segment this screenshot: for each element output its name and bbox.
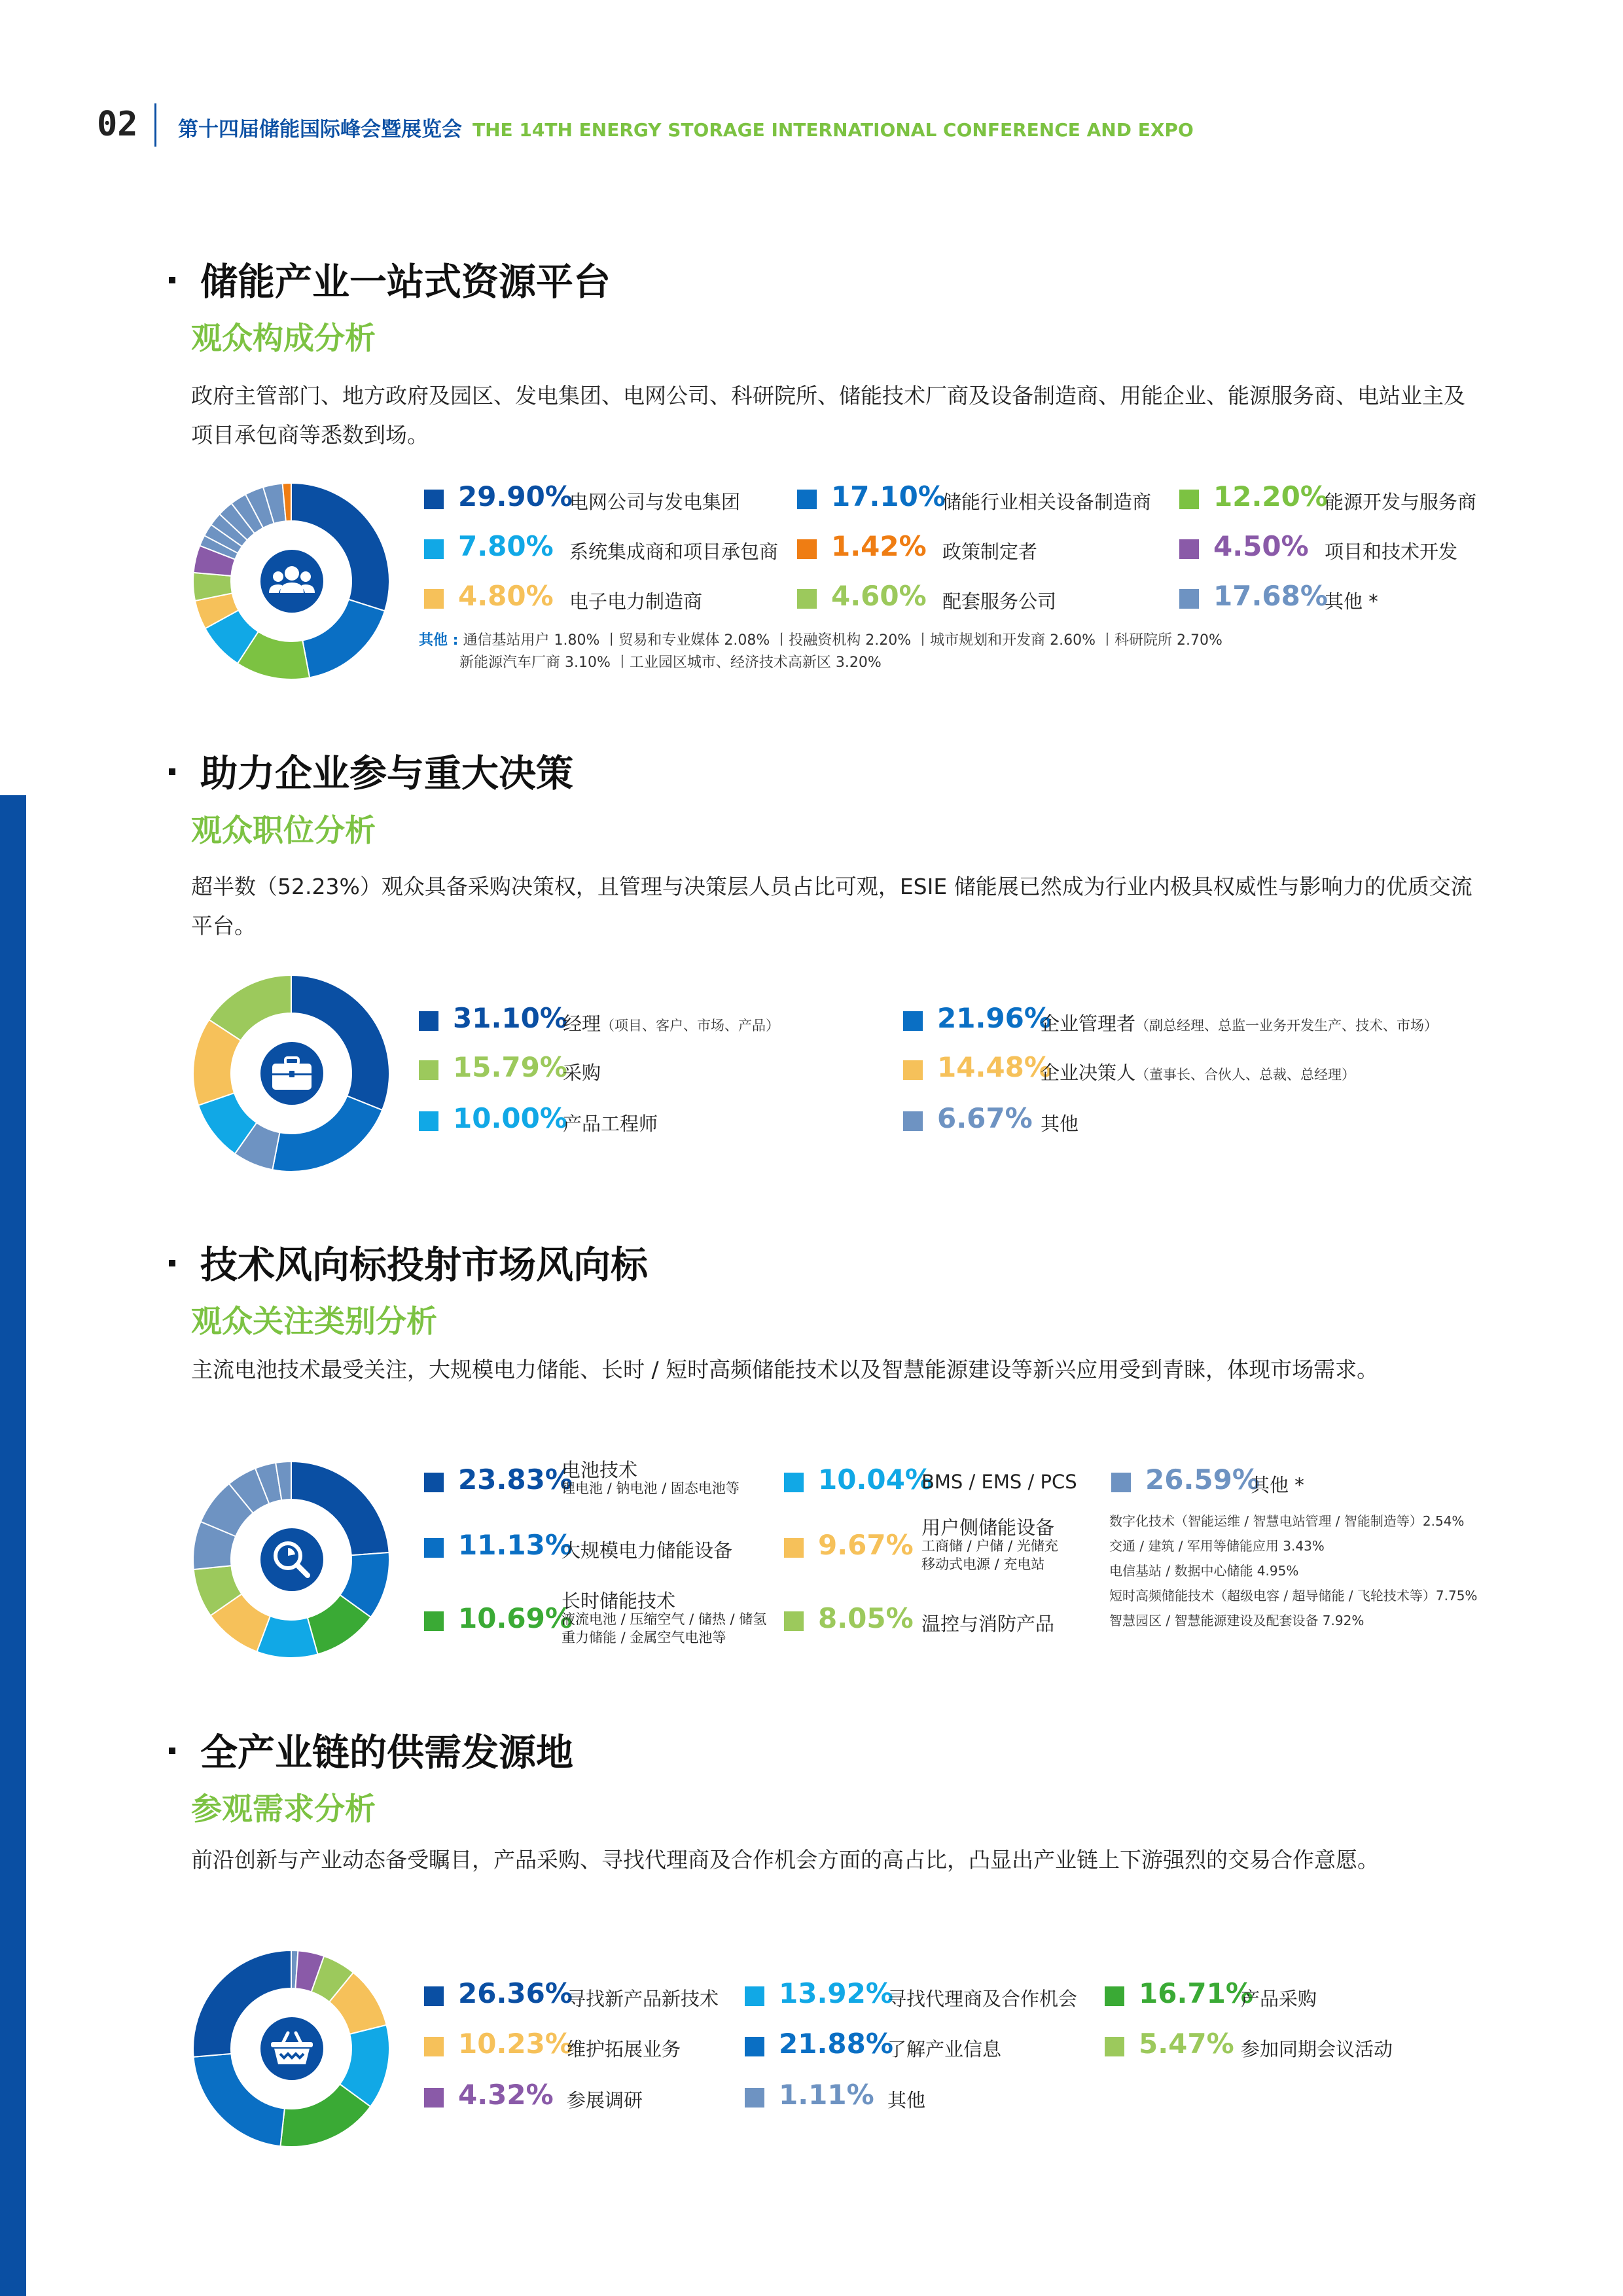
donut-slice [272, 1096, 382, 1172]
other-breakdown-row: 交通 / 建筑 / 军用等储能应用 3.43% [1109, 1538, 1325, 1554]
legend-label: 系统集成商和项目承包商 [569, 541, 779, 563]
legend-swatch [797, 490, 817, 509]
legend-swatch [1111, 1473, 1131, 1492]
other-breakdown-line-1: 其他 : 通信基站用户 1.80% 丨贸易和专业媒体 2.08% 丨投融资机构 2.20% 丨城市规划和开发商 2.60% 丨科研院所 2.70% [419, 632, 1222, 649]
legend-swatch [419, 1060, 438, 1080]
header-divider [154, 103, 156, 147]
legend-percent: 1.11% [779, 2079, 874, 2111]
legend-percent: 31.10% [453, 1002, 567, 1034]
legend-label-note: （董事长、合伙人、总裁、总经理） [1135, 1067, 1356, 1083]
legend-label: 经理（项目、客户、市场、产品） [563, 1013, 780, 1035]
legend-label: 储能行业相关设备制造商 [942, 491, 1152, 513]
legend-label: 政策制定者 [942, 541, 1038, 563]
section-4-description: 前沿创新与产业动态备受瞩目，产品采购、寻找代理商及合作机会方面的高占比，凸显出产业链上下游强烈的交易合作意愿。 [191, 1847, 1379, 1873]
legend-swatch [1179, 589, 1199, 609]
legend-percent: 21.96% [937, 1002, 1052, 1034]
legend-swatch [1105, 2037, 1124, 2056]
legend-sublabel: 工商储 / 户储 / 光储充 [921, 1538, 1058, 1554]
section-1-description: 政府主管部门、地方政府及园区、发电集团、电网公司、科研院所、储能技术厂商及设备制造商、用能企业、能源服务商、电站业主及项目承包商等悉数到场。 [191, 383, 1465, 448]
legend-swatch [1179, 539, 1199, 559]
legend-swatch [745, 1986, 764, 2006]
legend-swatch [745, 2037, 764, 2056]
legend-label: 大规模电力储能设备 [562, 1539, 733, 1562]
legend-label: 参加同期会议活动 [1241, 2038, 1393, 2060]
legend-label: 采购 [563, 1062, 601, 1084]
legend-label-note: （副总经理、总监一业务开发生产、技术、市场） [1135, 1018, 1438, 1033]
legend-label: BMS / EMS / PCS [921, 1471, 1077, 1493]
legend-percent: 17.68% [1213, 580, 1328, 612]
legend-swatch [784, 1473, 804, 1492]
briefcase-icon [260, 1042, 323, 1105]
legend-percent: 4.80% [458, 580, 554, 612]
legend-swatch [424, 2037, 444, 2056]
side-accent-bar [0, 795, 26, 2296]
header-title [178, 113, 1194, 142]
legend-label: 长时储能技术 [562, 1590, 676, 1612]
legend-swatch [419, 1011, 438, 1031]
legend-swatch [903, 1111, 923, 1131]
section-3-title: 技术风向标投射市场风向标 [169, 1235, 648, 1289]
legend-percent: 4.60% [831, 580, 927, 612]
legend-label: 其他 [887, 2089, 926, 2111]
legend-swatch [1179, 490, 1199, 509]
legend-swatch [797, 539, 817, 559]
legend-percent: 26.36% [458, 1977, 573, 2009]
legend-swatch [424, 1473, 444, 1492]
other-breakdown-line-2: 新能源汽车厂商 3.10% 丨工业园区城市、经济技术高新区 3.20% [459, 655, 882, 671]
legend-sublabel: 移动式电源 / 充电站 [921, 1556, 1045, 1572]
bullet-icon [169, 768, 175, 775]
other-breakdown-row: 短时高频储能技术（超级电容 / 超导储能 / 飞轮技术等）7.75% [1109, 1588, 1478, 1604]
legend-label: 能源开发与服务商 [1325, 491, 1477, 513]
legend-percent: 7.80% [458, 530, 554, 562]
section-1-subtitle: 观众构成分析 [191, 321, 376, 357]
bullet-icon [169, 1260, 175, 1266]
header-title-cn: 第十四届储能国际峰会暨展览会 [178, 118, 462, 141]
header-title-en: THE 14TH ENERGY STORAGE INTERNATIONAL CONFERENCE AND EXPO [473, 119, 1194, 141]
legend-label: 电子电力制造商 [569, 590, 703, 613]
magnifier-chart-icon [260, 1528, 323, 1591]
other-breakdown-row: 电信基站 / 数据中心储能 4.95% [1109, 1563, 1299, 1579]
legend-label: 企业决策人（董事长、合伙人、总裁、总经理） [1041, 1062, 1356, 1084]
other-breakdown-row: 智慧园区 / 智慧能源建设及配套设备 7.92% [1109, 1613, 1364, 1628]
page-number: 02 [97, 105, 138, 144]
legend-label: 配套服务公司 [942, 590, 1057, 613]
legend-label-note: （项目、客户、市场、产品） [601, 1018, 780, 1033]
bullet-icon [169, 1748, 175, 1754]
legend-label: 维护拓展业务 [567, 2038, 681, 2060]
legend-sublabel: 锂电池 / 钠电池 / 固态电池等 [562, 1480, 740, 1496]
legend-percent: 16.71% [1139, 1977, 1253, 2009]
legend-label: 电池技术 [562, 1459, 638, 1481]
legend-swatch [784, 1538, 804, 1558]
legend-label: 用户侧储能设备 [921, 1516, 1055, 1539]
legend-percent: 23.83% [458, 1463, 573, 1496]
legend-percent: 10.00% [453, 1102, 567, 1134]
legend-percent: 15.79% [453, 1051, 567, 1083]
legend-percent: 4.50% [1213, 530, 1309, 562]
legend-label: 项目和技术开发 [1325, 541, 1458, 563]
section-1-title: 储能产业一站式资源平台 [169, 252, 611, 306]
legend-percent: 17.10% [831, 480, 946, 512]
section-4-subtitle: 参观需求分析 [191, 1791, 376, 1827]
other-breakdown-note [419, 630, 1222, 674]
legend-percent: 6.67% [937, 1102, 1033, 1134]
legend-swatch [784, 1611, 804, 1631]
section-2-title: 助力企业参与重大决策 [169, 744, 573, 797]
legend-percent: 26.59% [1145, 1463, 1260, 1496]
legend-swatch [797, 589, 817, 609]
legend-label: 企业管理者（副总经理、总监一业务开发生产、技术、市场） [1041, 1013, 1438, 1035]
legend-swatch [1105, 1986, 1124, 2006]
legend-label: 了解产业信息 [887, 2038, 1002, 2060]
legend-percent: 5.47% [1139, 2028, 1234, 2060]
legend-swatch [424, 2088, 444, 2108]
legend-percent: 13.92% [779, 1977, 893, 2009]
other-breakdown-row: 数字化技术（智能运维 / 智慧电站管理 / 智能制造等）2.54% [1109, 1513, 1465, 1529]
legend-percent: 12.20% [1213, 480, 1328, 512]
legend-swatch [424, 1986, 444, 2006]
legend-swatch [903, 1060, 923, 1080]
audience-group-icon [260, 550, 323, 613]
shopping-basket-icon [260, 2017, 323, 2080]
legend-percent: 29.90% [458, 480, 573, 512]
section-2-subtitle: 观众职位分析 [191, 813, 376, 849]
legend-label: 产品采购 [1241, 1988, 1317, 2010]
section-3-description: 主流电池技术最受关注，大规模电力储能、长时 / 短时高频储能技术以及智慧能源建设等新兴应用受到青睐，体现市场需求。 [191, 1357, 1379, 1382]
legend-swatch [424, 589, 444, 609]
legend-percent: 11.13% [458, 1529, 573, 1561]
legend-percent: 4.32% [458, 2079, 554, 2111]
section-3-subtitle: 观众关注类别分析 [191, 1304, 437, 1340]
legend-label: 温控与消防产品 [921, 1613, 1055, 1635]
legend-percent: 9.67% [818, 1529, 914, 1561]
legend-percent: 14.48% [937, 1051, 1052, 1083]
legend-percent: 1.42% [831, 530, 927, 562]
legend-percent: 10.23% [458, 2028, 573, 2060]
legend-sublabel: 液流电池 / 压缩空气 / 储热 / 储氢 [562, 1611, 767, 1627]
legend-swatch [424, 1611, 444, 1631]
legend-swatch [424, 539, 444, 559]
legend-swatch [745, 2088, 764, 2108]
legend-percent: 10.69% [458, 1602, 573, 1634]
legend-label: 电网公司与发电集团 [569, 491, 741, 513]
legend-label: 产品工程师 [563, 1113, 658, 1135]
legend-swatch [903, 1011, 923, 1031]
legend-label: 参展调研 [567, 2089, 643, 2111]
legend-label: 寻找新产品新技术 [567, 1988, 719, 2010]
legend-percent: 10.04% [818, 1463, 933, 1496]
legend-percent: 8.05% [818, 1602, 914, 1634]
legend-label: 其他 [1041, 1113, 1079, 1135]
legend-label: 其他 * [1325, 590, 1378, 613]
legend-swatch [424, 1538, 444, 1558]
legend-label: 寻找代理商及合作机会 [887, 1988, 1078, 2010]
legend-percent: 21.88% [779, 2028, 893, 2060]
section-4-title: 全产业链的供需发源地 [169, 1723, 573, 1776]
legend-swatch [419, 1111, 438, 1131]
section-2-description: 超半数（52.23%）观众具备采购决策权，且管理与决策层人员占比可观，ESIE 储能展已然成为行业内极具权威性与影响力的优质交流平台。 [191, 874, 1472, 939]
legend-sublabel: 重力储能 / 金属空气电池等 [562, 1630, 726, 1645]
bullet-icon [169, 277, 175, 283]
legend-swatch [424, 490, 444, 509]
legend-label: 其他 * [1251, 1474, 1304, 1496]
